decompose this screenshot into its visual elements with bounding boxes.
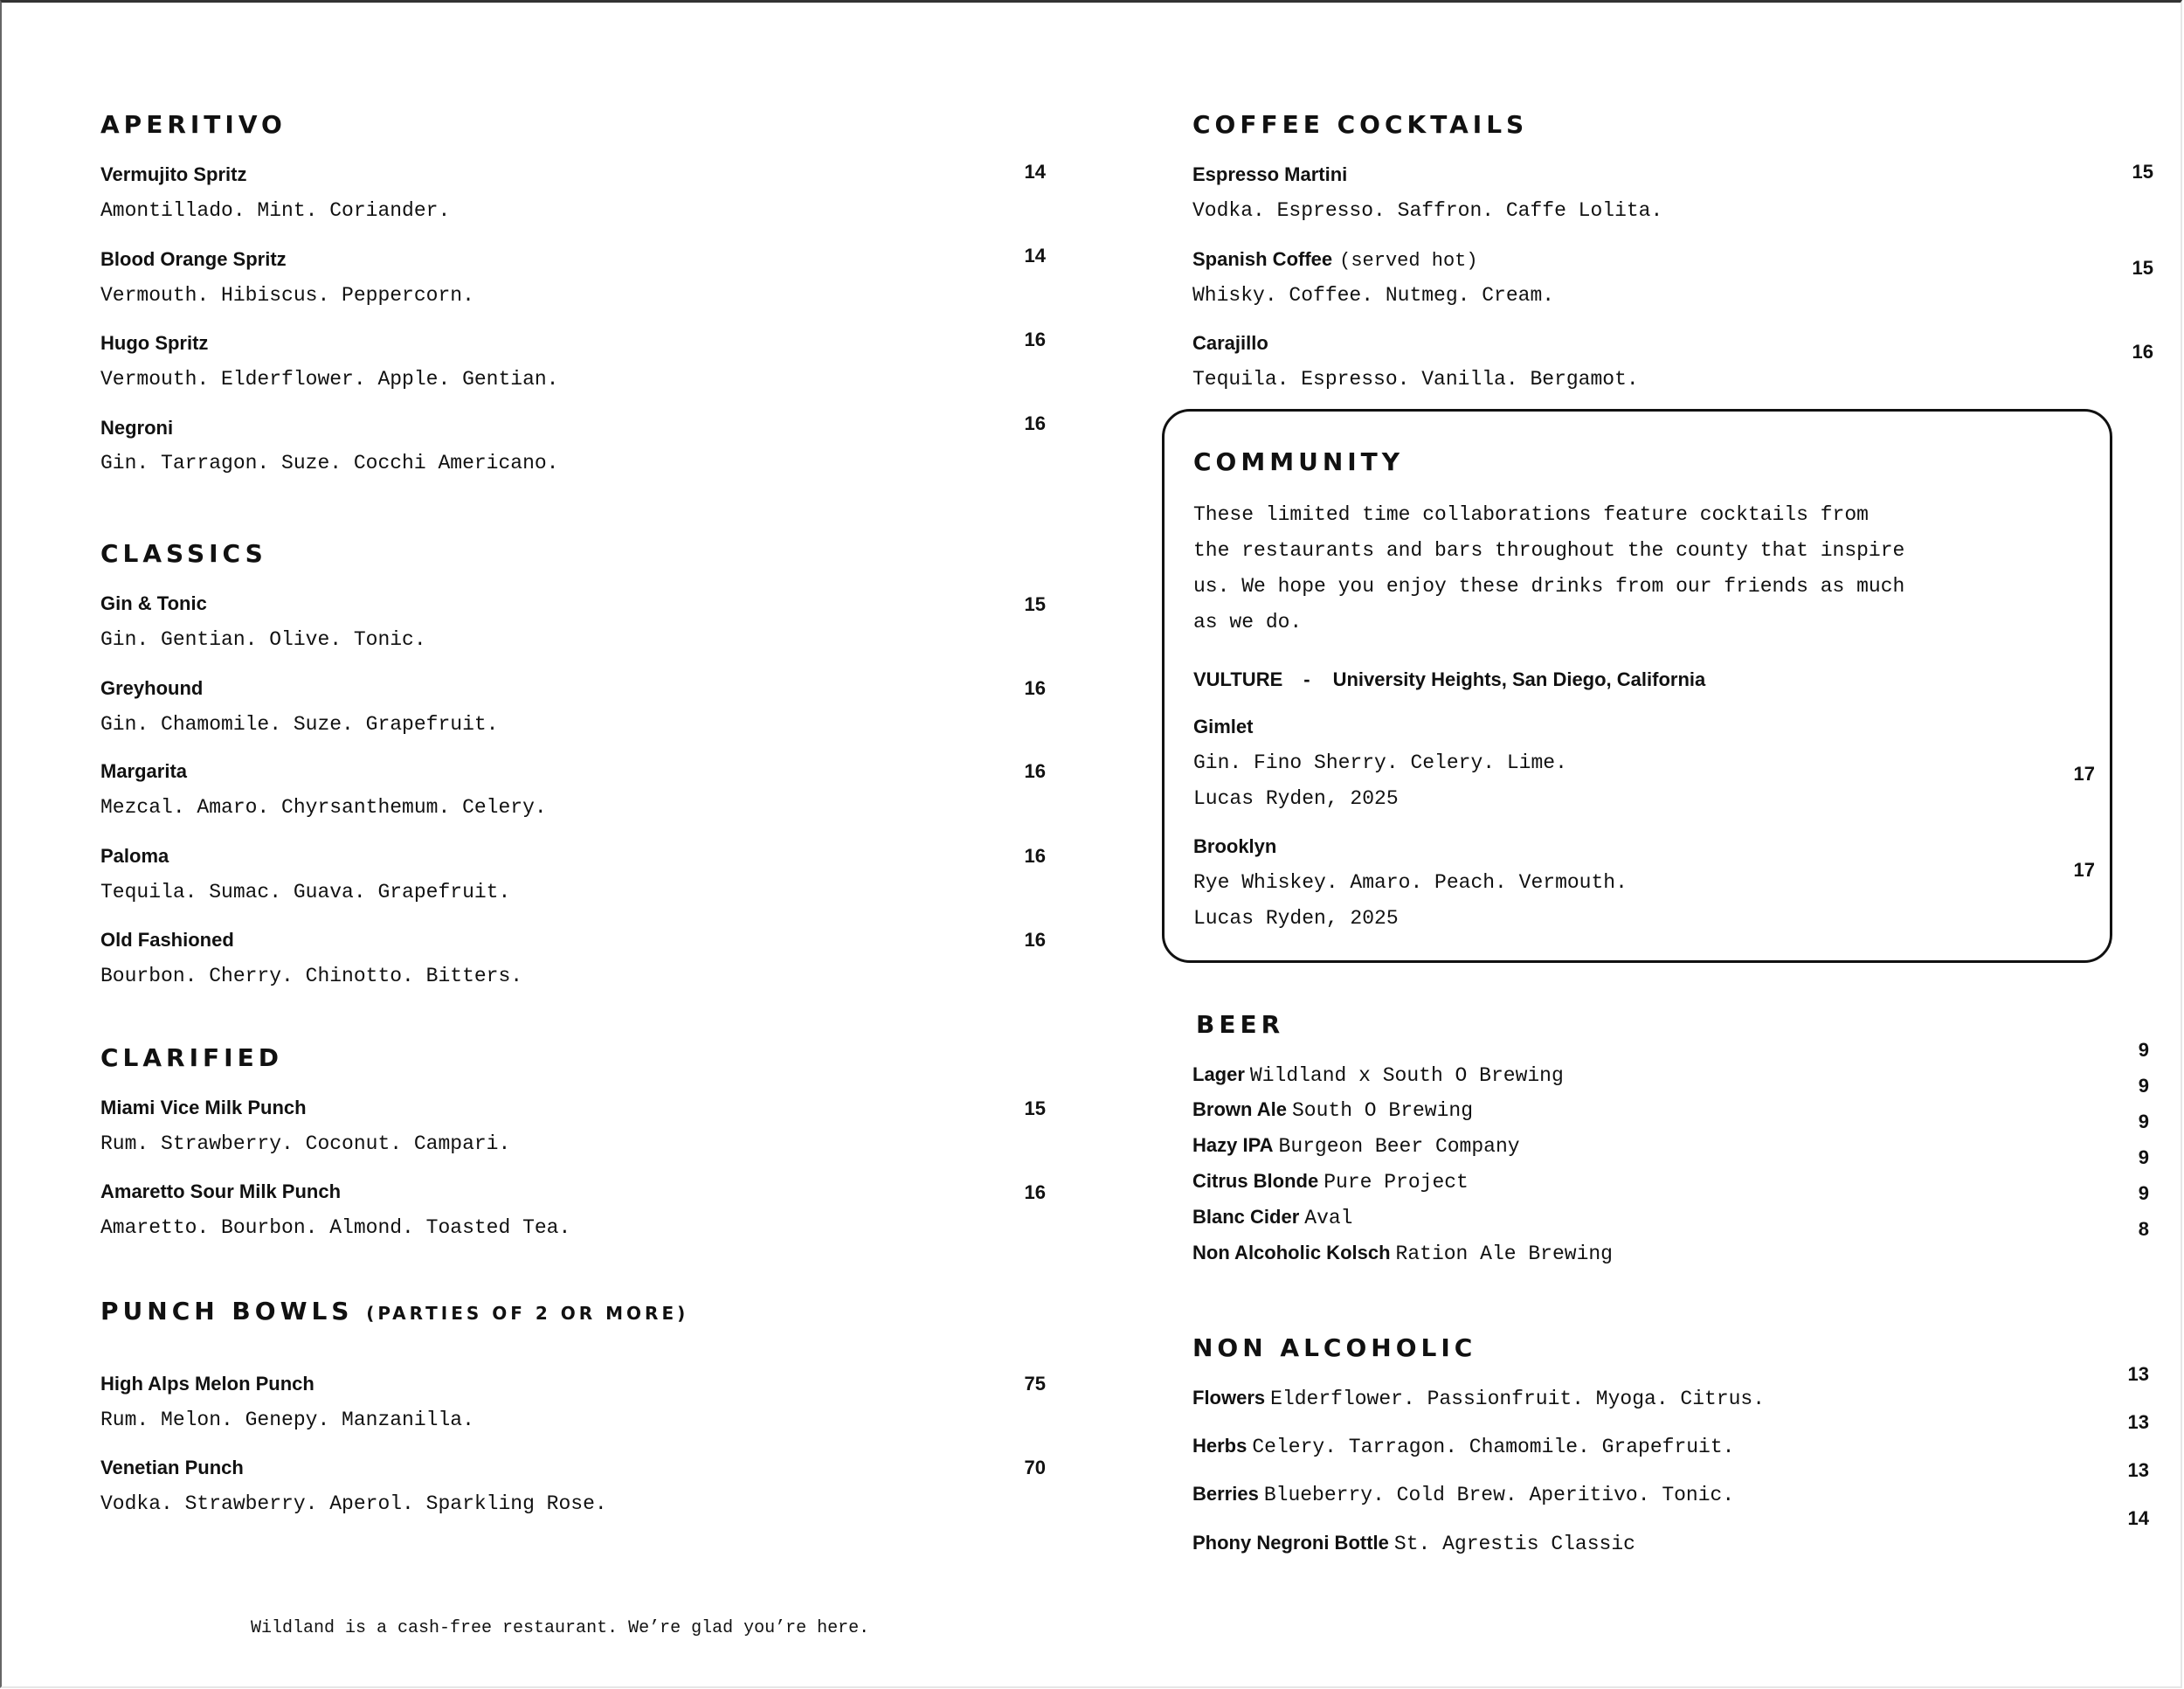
- menu-item-description: Gin. Tarragon. Suze. Cocchi Americano.: [100, 452, 559, 474]
- menu-item-name: Gin & Tonic: [100, 592, 207, 614]
- menu-item-price: 16: [2132, 341, 2153, 363]
- menu-item-description: Tequila. Espresso. Vanilla. Bergamot.: [1192, 368, 1639, 391]
- beer-item-price: 9: [2138, 1111, 2149, 1132]
- beer-item-description: Wildland x South O Brewing: [1249, 1064, 1564, 1087]
- beer-item-name: Citrus Blonde: [1192, 1170, 1319, 1192]
- beer-item: [1192, 1063, 1564, 1090]
- menu-item-description: Gin. Fino Sherry. Celery. Lime.: [1193, 751, 1567, 774]
- menu-item-description: Whisky. Coffee. Nutmeg. Cream.: [1192, 284, 1555, 307]
- menu-item-name: Margarita: [100, 760, 188, 782]
- menu-item-credit: Lucas Ryden, 2025: [1193, 787, 1399, 810]
- beer-item: [1192, 1241, 1613, 1268]
- menu-item-name: Miami Vice Milk Punch: [100, 1097, 307, 1118]
- menu-item-price: 16: [1024, 677, 1046, 699]
- menu-item-note: (served hot): [1339, 250, 1478, 272]
- non-alcoholic-item-description: St. Agrestis Classic: [1393, 1533, 1635, 1555]
- beer-item: [1192, 1133, 1520, 1160]
- menu-item-name: Negroni: [100, 417, 174, 439]
- menu-item-description: Rum. Strawberry. Coconut. Campari.: [100, 1132, 511, 1155]
- menu-item-name-text: Carajillo: [1192, 332, 1268, 354]
- menu-item-name: Gimlet: [1193, 716, 1254, 737]
- menu-item-name: Old Fashioned: [100, 929, 234, 951]
- community-venue: [1193, 668, 1705, 692]
- beer-item: [1192, 1097, 1473, 1125]
- menu-item-price: 16: [1024, 760, 1046, 782]
- menu-item-price: 16: [1024, 329, 1046, 350]
- menu-item-description: Vodka. Espresso. Saffron. Caffe Lolita.: [1192, 199, 1663, 222]
- beer-item-price: 9: [2138, 1075, 2149, 1097]
- non-alcoholic-item-price: 13: [2127, 1459, 2149, 1481]
- venue-name: VULTURE: [1193, 668, 1283, 690]
- menu-item-description: Vodka. Strawberry. Aperol. Sparkling Rose.: [100, 1492, 607, 1515]
- menu-item-description: Vermouth. Elderflower. Apple. Gentian.: [100, 368, 559, 391]
- menu-item-name: Vermujito Spritz: [100, 163, 247, 185]
- menu-item-price: 15: [2132, 257, 2153, 279]
- menu-item-name: Hugo Spritz: [100, 332, 209, 354]
- non-alcoholic-item: [1192, 1482, 1734, 1509]
- beer-item-description: Burgeon Beer Company: [1278, 1135, 1520, 1158]
- non-alcoholic-item: [1192, 1434, 1734, 1461]
- menu-item-price: 14: [1024, 161, 1046, 183]
- non-alcoholic-item-name: Berries: [1192, 1483, 1259, 1505]
- beer-item-name: Non Alcoholic Kolsch: [1192, 1242, 1391, 1263]
- coffee-cocktails-heading: COFFEE COCKTAILS: [1192, 110, 1529, 139]
- menu-item-price: 15: [2132, 161, 2153, 183]
- beer-item-name: Hazy IPA: [1192, 1134, 1274, 1156]
- punch-bowls-subtitle: (PARTIES OF 2 OR MORE): [366, 1303, 689, 1324]
- menu-item-name: Greyhound: [100, 677, 204, 699]
- beer-item-price: 8: [2138, 1218, 2149, 1240]
- beer-item-description: Pure Project: [1324, 1171, 1469, 1194]
- menu-item-description: Gin. Gentian. Olive. Tonic.: [100, 628, 426, 651]
- footer-note: Wildland is a cash-free restaurant. We’re glad you’re here.: [251, 1618, 870, 1638]
- menu-item-name: [1192, 247, 1478, 273]
- venue-location: University Heights, San Diego, California: [1332, 668, 1706, 690]
- non-alcoholic-item-description: Blueberry. Cold Brew. Aperitivo. Tonic.: [1263, 1484, 1735, 1506]
- punch-bowls-heading: [100, 1297, 688, 1328]
- menu-item-name: High Alps Melon Punch: [100, 1373, 314, 1395]
- beer-item: [1192, 1205, 1352, 1232]
- beer-item-description: Aval: [1304, 1207, 1353, 1229]
- menu-item-name-text: Spanish Coffee: [1192, 248, 1333, 270]
- beer-item-price: 9: [2138, 1039, 2149, 1061]
- menu-item-description: Gin. Chamomile. Suze. Grapefruit.: [100, 713, 499, 736]
- beer-item-name: Brown Ale: [1192, 1098, 1287, 1120]
- community-intro: These limited time collaborations feature cocktails from the restaurants and bars throughout the county that inspire us. We hope you enjoy these drinks from our friends as much as we do.: [1193, 503, 1905, 633]
- non-alcoholic-item-price: 13: [2127, 1363, 2149, 1385]
- beer-heading: BEER: [1196, 1010, 1285, 1039]
- menu-item-description: Rye Whiskey. Amaro. Peach. Vermouth.: [1193, 871, 1628, 894]
- clarified-heading: CLARIFIED: [100, 1043, 283, 1072]
- non-alcoholic-item-price: 13: [2127, 1411, 2149, 1433]
- menu-item-price: 75: [1024, 1373, 1046, 1395]
- menu-item-name: Paloma: [100, 845, 169, 867]
- menu-item-price: 17: [2073, 859, 2095, 881]
- menu-item-credit: Lucas Ryden, 2025: [1193, 907, 1399, 930]
- menu-item-price: 16: [1024, 1181, 1046, 1203]
- menu-item-name: Venetian Punch: [100, 1457, 244, 1478]
- menu-item-name-text: Espresso Martini: [1192, 163, 1348, 185]
- menu-item-description: Amaretto. Bourbon. Almond. Toasted Tea.: [100, 1216, 571, 1239]
- punch-bowls-title: PUNCH BOWLS: [100, 1297, 354, 1326]
- beer-item-description: Ration Ale Brewing: [1395, 1243, 1613, 1265]
- non-alcoholic-item-name: Phony Negroni Bottle: [1192, 1532, 1389, 1554]
- non-alcoholic-item-description: Celery. Tarragon. Chamomile. Grapefruit.: [1252, 1436, 1735, 1458]
- non-alcoholic-item: [1192, 1531, 1635, 1558]
- menu-item-price: 16: [1024, 845, 1046, 867]
- beer-item-price: 9: [2138, 1146, 2149, 1168]
- menu-item-description: Tequila. Sumac. Guava. Grapefruit.: [100, 881, 511, 903]
- menu-item-description: Mezcal. Amaro. Chyrsanthemum. Celery.: [100, 796, 547, 819]
- menu-item-name: [1192, 331, 1268, 356]
- menu-item-name: Brooklyn: [1193, 835, 1277, 857]
- non-alcoholic-item-description: Elderflower. Passionfruit. Myoga. Citrus.: [1270, 1388, 1766, 1410]
- menu-item-description: Bourbon. Cherry. Chinotto. Bitters.: [100, 965, 523, 987]
- venue-separator: -: [1303, 668, 1310, 690]
- beer-item-price: 9: [2138, 1182, 2149, 1204]
- non-alcoholic-item-price: 14: [2127, 1507, 2149, 1529]
- community-heading: COMMUNITY: [1193, 447, 1405, 476]
- menu-item-name: [1192, 163, 1347, 187]
- community-box: [1162, 409, 2112, 963]
- non-alcoholic-item-name: Flowers: [1192, 1387, 1266, 1409]
- menu-item-description: Amontillado. Mint. Coriander.: [100, 199, 451, 222]
- menu-item-price: 15: [1024, 1097, 1046, 1119]
- non-alcoholic-item-name: Herbs: [1192, 1435, 1248, 1457]
- beer-item-name: Lager: [1192, 1063, 1245, 1085]
- menu-item-price: 14: [1024, 245, 1046, 267]
- classics-heading: CLASSICS: [100, 539, 267, 568]
- aperitivo-heading: APERITIVO: [100, 110, 287, 139]
- menu-item-description: Rum. Melon. Genepy. Manzanilla.: [100, 1409, 474, 1431]
- menu-item-price: 70: [1024, 1457, 1046, 1478]
- menu-item-price: 17: [2073, 763, 2095, 785]
- menu-item-price: 15: [1024, 593, 1046, 615]
- menu-item-price: 16: [1024, 412, 1046, 434]
- menu-item-description: Vermouth. Hibiscus. Peppercorn.: [100, 284, 474, 307]
- non-alcoholic-heading: NON ALCOHOLIC: [1192, 1333, 1477, 1362]
- beer-item-description: South O Brewing: [1291, 1099, 1474, 1122]
- beer-item: [1192, 1169, 1469, 1196]
- menu-item-name: Amaretto Sour Milk Punch: [100, 1180, 342, 1202]
- menu-item-price: 16: [1024, 929, 1046, 951]
- non-alcoholic-item: [1192, 1386, 1765, 1413]
- beer-item-name: Blanc Cider: [1192, 1206, 1300, 1228]
- menu-item-name: Blood Orange Spritz: [100, 248, 287, 270]
